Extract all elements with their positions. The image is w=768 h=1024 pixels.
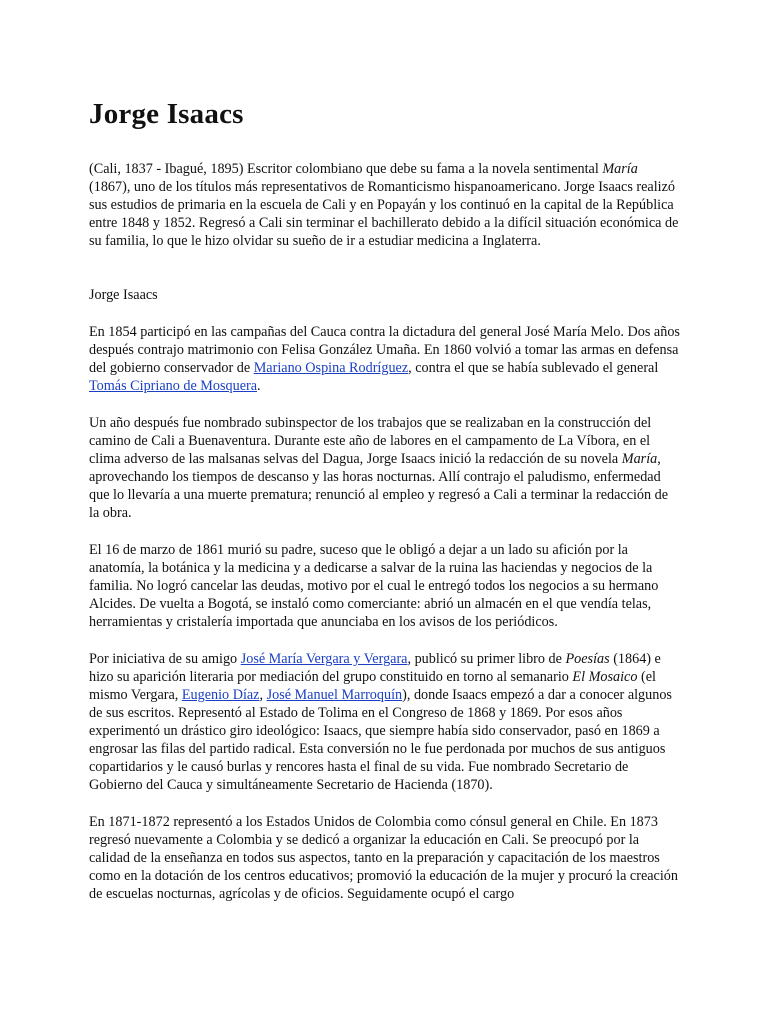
paragraph-novel	[89, 414, 681, 522]
text-run: (el mismo Vergara,	[89, 669, 656, 703]
page-title: Jorge Isaacs	[89, 98, 244, 130]
article-body	[89, 96, 681, 922]
image-caption: Jorge Isaacs	[89, 287, 158, 303]
person-link[interactable]: José Manuel Marroquín	[266, 687, 403, 703]
paragraph-father	[89, 541, 681, 631]
paragraph-consul	[89, 813, 681, 903]
intro-paragraph	[89, 160, 681, 250]
text-run: ), donde Isaacs empezó a dar a conocer algunos de sus escritos. Representó al Estado de Tolima en el Congreso de 1868 y 1869. Por esos años experimentó un drástico giro ideológico: Isaacs, que siempre había sido conservador, pasó en 1869 a engrosar las filas del partido radical. Esta conversión no le fue perdonada por muchos de sus antiguos copartidarios y le causó burlas y rencores hasta el final de su vida. Fue nombrado Secretario de Gobierno del Cauca y simultáneamente Secretario de Hacienda (1870).	[89, 687, 672, 793]
text-run: (1864) e hizo su aparición literaria por mediación del grupo constituido en torno al semanario	[89, 651, 661, 685]
text-run: , contra el que se había sublevado el general	[408, 360, 659, 376]
text-run: En 1871-1872 representó a los Estados Unidos de Colombia como cónsul general en Chile. En 1873 regresó nuevamente a Colombia y se dedicó a organizar la educación en Cali. Se preocupó por la calidad de la enseñanza en todos sus aspectos, tanto en la preparación y capacitación de los maestros como en la dotación de los centros educativos; promovió la educación de la mujer y procuró la creación de escuelas nocturnas, agrícolas y de oficios. Seguidamente ocupó el cargo	[89, 814, 678, 902]
italic-title: María	[621, 451, 658, 467]
italic-title: El Mosaico	[572, 669, 638, 685]
text-run: , publicó su primer libro de	[407, 651, 566, 667]
text-run: (Cali, 1837 - Ibagué, 1895) Escritor colombiano que debe su fama a la novela sentimental	[89, 161, 603, 177]
paragraph-campaigns	[89, 323, 681, 395]
person-link[interactable]: José María Vergara y Vergara	[240, 651, 408, 667]
text-run: Un año después fue nombrado subinspector de los trabajos que se realizaban en la construcción del camino de Cali a Buenaventura. Durante este año de labores en el campamento de La Víbora, en el clima adverso de las malsanas selvas del Dagua, Jorge Isaacs inició la redacción de su novela	[89, 415, 652, 467]
text-run: ,	[259, 687, 267, 703]
person-link[interactable]: Eugenio Díaz	[181, 687, 260, 703]
italic-title: Poesías	[565, 651, 610, 667]
person-link[interactable]: Mariano Ospina Rodríguez	[253, 360, 409, 376]
text-run: En 1854 participó en las campañas del Cauca contra la dictadura del general José María Melo. Dos años después contrajo matrimonio con Felisa González Umaña. En 1860 volvió a tomar las armas en defensa del gobierno conservador de	[89, 324, 680, 376]
paragraph-poetry	[89, 650, 681, 794]
text-run: (1867), uno de los títulos más representativos de Romanticismo hispanoamericano. Jorge Isaacs realizó sus estudios de primaria en la escuela de Cali y en Popayán y los continuó en la capital de la República entre 1848 y 1852. Regresó a Cali sin terminar el bachillerato debido a la difícil situación económica de su familia, lo que le hizo olvidar su sueño de ir a estudiar medicina a Inglaterra.	[89, 179, 679, 249]
text-run: Por iniciativa de su amigo	[89, 651, 241, 667]
text-run: .	[257, 378, 261, 394]
person-link[interactable]: Tomás Cipriano de Mosquera	[89, 378, 258, 394]
text-run: , aprovechando los tiempos de descanso y las horas nocturnas. Allí contrajo el paludismo, enfermedad que lo llevaría a una muerte prematura; renunció al empleo y regresó a Cali a terminar la redacción de la obra.	[89, 451, 669, 521]
text-run: El 16 de marzo de 1861 murió su padre, suceso que le obligó a dejar a un lado su afición por la anatomía, la botánica y la medicina y a dedicarse a salvar de la ruina las haciendas y negocios de la familia. No logró cancelar las deudas, motivo por el cual le entregó todos los negocios a su hermano Alcides. De vuelta a Bogotá, se instaló como comerciante: abrió un almacén en el que vendía telas, herramientas y cristalería importada que anunciaba en los avisos de los periódicos.	[89, 542, 659, 630]
italic-title: María	[602, 161, 638, 177]
